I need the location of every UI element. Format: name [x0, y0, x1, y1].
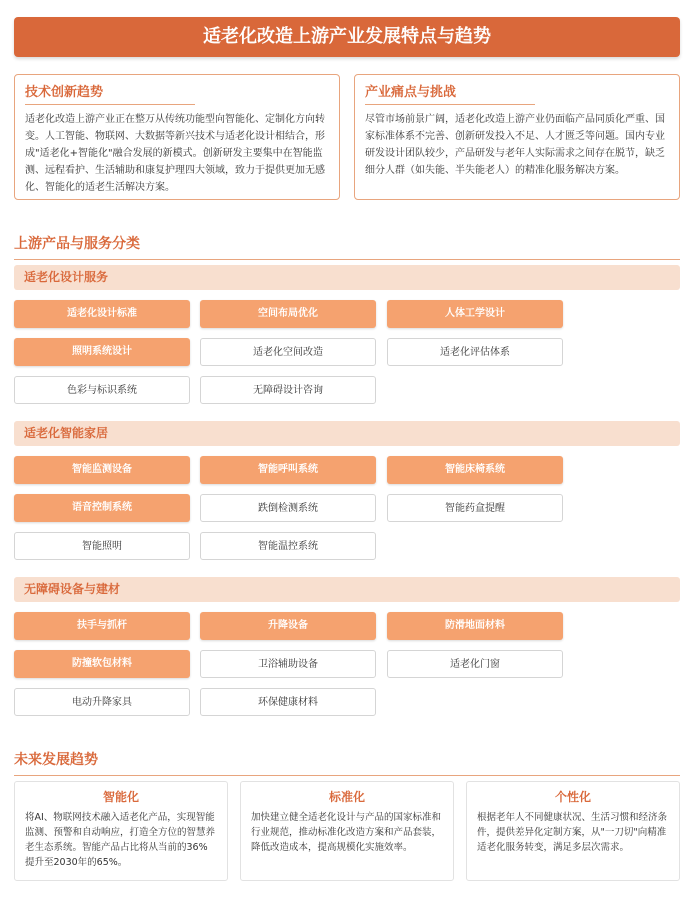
innovation-card-title: 技术创新趋势: [25, 81, 195, 105]
category-item[interactable]: 适老化设计标准: [14, 300, 190, 328]
innovation-card: [14, 74, 340, 200]
category-item[interactable]: 适老化评估体系: [387, 338, 563, 366]
category-item[interactable]: 智能呼叫系统: [200, 456, 376, 484]
category-item[interactable]: 跌倒检测系统: [200, 494, 376, 522]
category-smart-home: 适老化智能家居: [14, 421, 680, 446]
category-item[interactable]: 环保健康材料: [200, 688, 376, 716]
category-item[interactable]: 语音控制系统: [14, 494, 190, 522]
category-item[interactable]: 升降设备: [200, 612, 376, 640]
category-item[interactable]: 电动升降家具: [14, 688, 190, 716]
category-item[interactable]: 卫浴辅助设备: [200, 650, 376, 678]
category-item[interactable]: 智能药盒提醒: [387, 494, 563, 522]
category-item[interactable]: 防撞软包材料: [14, 650, 190, 678]
category-item[interactable]: 扶手与抓杆: [14, 612, 190, 640]
category-item[interactable]: 人体工学设计: [387, 300, 563, 328]
pain-points-card-title: 产业痛点与挑战: [365, 81, 535, 105]
trend-card-standardization: [240, 781, 454, 881]
pain-points-card-text: 尽管市场前景广阔，适老化改造上游产业仍面临产品同质化严重、国家标准体系不完善、创新研发投入不足、人才匮乏等问题。国内专业研发设计团队较少，产品研发与老年人实际需求之间存在脱节，缺乏细分人群（如失能、半失能老人）的精准化服务解决方案。: [365, 114, 665, 176]
category-item[interactable]: 智能温控系统: [200, 532, 376, 560]
trend-title: 标准化: [328, 790, 365, 804]
innovation-card-text: 适老化改造上游产业正在整万从传统功能型向智能化、定制化方向转变。人工智能、物联网、大数据等新兴技术与适老化设计相结合，形成"适老化+智能化"融合发展的新模式。创新研发主要集中在智能监测、远程看护、生活辅助和康复护理四大领域，致力于提供更加无感化、智能化的适老生活解决方案。: [25, 114, 325, 193]
trend-text: 将AI、物联网技术融入适老化产品，实现智能监测、预警和自动响应，打造全方位的智慧养老生态系统。智能产品占比将从当前的36%提升至2030年的65%。: [25, 812, 216, 868]
products-section-heading: 上游产品与服务分类: [14, 233, 680, 260]
category-design-services: 适老化设计服务: [14, 265, 680, 290]
trend-title: 个性化: [554, 790, 591, 804]
category-item[interactable]: 空间布局优化: [200, 300, 376, 328]
future-section-heading: 未来发展趋势: [14, 749, 680, 776]
category-item[interactable]: 照明系统设计: [14, 338, 190, 366]
trend-title: 智能化: [102, 790, 139, 804]
trend-card-intelligent: [14, 781, 228, 881]
trend-text: 根据老年人不同健康状况、生活习惯和经济条件，提供差异化定制方案，从"一刀切"向精准适老化服务转变，满足多层次需求。: [477, 812, 668, 853]
category-item[interactable]: 智能监测设备: [14, 456, 190, 484]
category-item[interactable]: 智能照明: [14, 532, 190, 560]
trend-text: 加快建立健全适老化设计与产品的国家标准和行业规范，推动标准化改造方案和产品套装，降低改造成本，提高规模化实施效率。: [251, 812, 442, 853]
category-item[interactable]: 防滑地面材料: [387, 612, 563, 640]
category-item[interactable]: 适老化空间改造: [200, 338, 376, 366]
page-title: 适老化改造上游产业发展特点与趋势: [14, 17, 680, 57]
category-accessibility-equipment: 无障碍设备与建材: [14, 577, 680, 602]
pain-points-card: [354, 74, 680, 200]
category-item[interactable]: 智能床椅系统: [387, 456, 563, 484]
category-item[interactable]: 色彩与标识系统: [14, 376, 190, 404]
category-item[interactable]: 无障碍设计咨询: [200, 376, 376, 404]
trend-card-personalization: [466, 781, 680, 881]
category-item[interactable]: 适老化门窗: [387, 650, 563, 678]
